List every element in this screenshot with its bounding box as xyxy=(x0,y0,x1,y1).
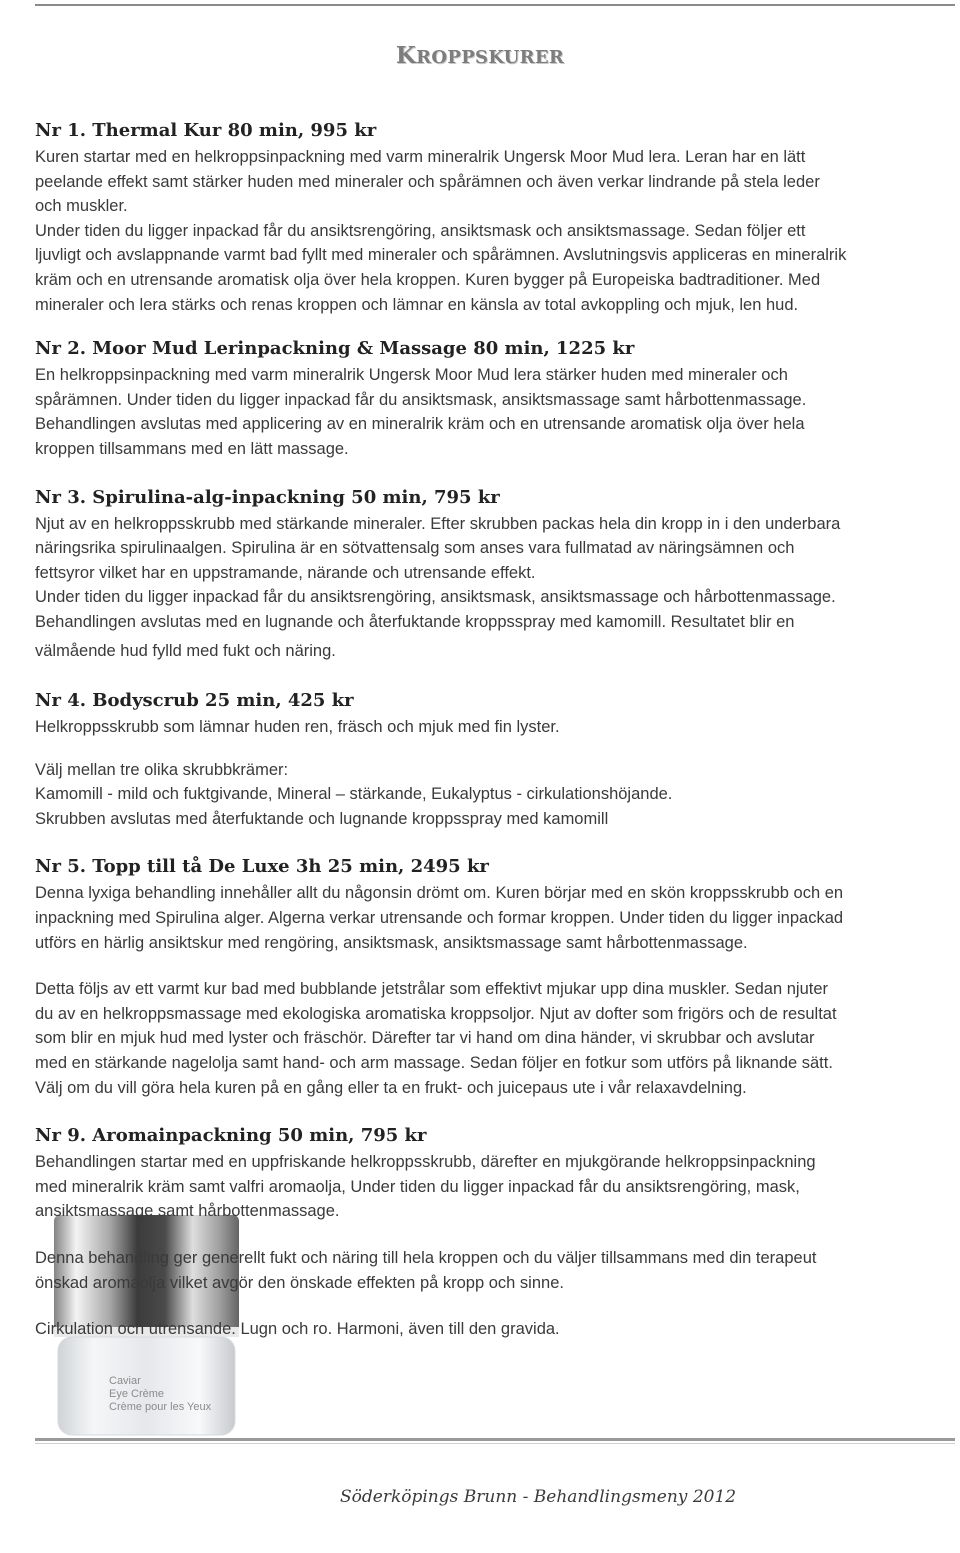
description-line: Kamomill - mild och fuktgivande, Mineral – stärkande, Eukalyptus - cirkulationshöjande. xyxy=(35,785,673,804)
description-line: Denna lyxiga behandling innehåller allt du någonsin drömt om. Kuren börjar med en skön kroppsskrubb och en xyxy=(35,884,844,903)
description-line: Behandlingen avslutas med applicering av en mineralrik kräm och en utrensande aromatisk olja över hela xyxy=(35,415,805,434)
treatment-section xyxy=(35,687,957,831)
description-line: Helkroppsskrubb som lämnar huden ren, fräsch och mjuk med fin lyster. xyxy=(35,718,560,737)
treatment-heading: Nr 9. Aromainpackning 50 min, 795 kr xyxy=(35,1125,427,1147)
description-line: med mineralrik kräm samt valfri aromaolja, Under tiden du ligger inpackad får du ansiktsrengöring, mask, xyxy=(35,1177,800,1196)
jar-label-line-1: Caviar xyxy=(109,1375,141,1387)
jar-label xyxy=(109,1375,211,1414)
description-line: Detta följs av ett varmt kur bad med bubblande jetstrålar som effektivt mjukar upp dina muskler. Sedan njuter xyxy=(35,980,829,999)
description-line: fettsyror vilket har en uppstramande, närande och utrensande effekt. xyxy=(35,563,536,582)
description-line: och muskler. xyxy=(35,197,128,216)
treatment-section xyxy=(35,853,957,1100)
jar-label-line-3: Crème pour les Yeux xyxy=(109,1401,212,1413)
treatment-section xyxy=(35,117,957,317)
description-line: mineraler och lera stärks och renas kroppen och lämnar en känsla av total avkoppling och mjuk, len hud. xyxy=(35,295,799,314)
title-initial: K xyxy=(395,42,417,69)
description-line: Välj mellan tre olika skrubbkrämer: xyxy=(35,760,289,779)
description-line: utförs en härlig ansiktskur med rengöring, ansiktsmask, ansiktsmassage samt hårbottenmassage. xyxy=(35,933,748,952)
description-line: Cirkulation och utrensande. Lugn och ro. Harmoni, även till den gravida. xyxy=(35,1320,560,1339)
title-rest: ROPPSKURER xyxy=(416,47,565,68)
description-line: ansiktsmassage samt hårbottenmassage. xyxy=(35,1202,340,1221)
description-line: Välj om du vill göra hela kuren på en gång eller ta en frukt- och juicepaus ute i vår relaxavdelning. xyxy=(35,1078,747,1097)
description-line: spårämnen. Under tiden du ligger inpackad får du ansiktsmask, ansiktsmassage samt hårbottenmassage. xyxy=(35,390,807,409)
description-line: peelande effekt samt stärker huden med mineraler och spårämnen och även verkar lindrande på stela leder xyxy=(35,172,820,191)
description-line: ljuvligt och avslappnande varmt bad fyllt med mineraler och spårämnen. Avslutningsvis appliceras en mineralrik xyxy=(35,246,847,265)
description-line: kräm och en utrensande aromatisk olja över hela kroppen. Kuren bygger på Europeiska badtraditioner. Med xyxy=(35,270,821,289)
treatment-section xyxy=(35,484,957,664)
description-line: Behandlingen avslutas med en lugnande och återfuktande kroppsspray med kamomill. Resultatet blir en xyxy=(35,612,795,631)
description-line: kroppen tillsammans med en lätt massage. xyxy=(35,439,349,458)
treatment-heading: Nr 4. Bodyscrub 25 min, 425 kr xyxy=(35,690,354,712)
description-line: med en stärkande nagelolja samt hand- och arm massage. Sedan följer en fotkur som utförs på liknande sätt. xyxy=(35,1054,833,1073)
description-line: som blir en mjuk hud med lyster och fräschör. Därefter tar vi hand om dina händer, vi skrubbar och avslutar xyxy=(35,1029,815,1048)
treatment-section xyxy=(35,335,957,461)
top-rule xyxy=(35,4,955,6)
treatment-section xyxy=(35,1122,957,1342)
treatment-list xyxy=(35,117,957,1342)
treatment-heading: Nr 2. Moor Mud Lerinpackning & Massage 80 min, 1225 kr xyxy=(35,338,635,360)
description-line: du av en helkroppsmassage med ekologiska aromatiska kroppsoljor. Njut av dofter som frigörs och de resultat xyxy=(35,1004,837,1023)
description-line: Kuren startar med en helkroppsinpackning med varm mineralrik Ungersk Moor Mud lera. Leran har en lätt xyxy=(35,148,806,166)
description-line: välmående hud fylld med fukt och näring. xyxy=(35,641,336,660)
description-line: Skrubben avslutas med återfuktande och lugnande kroppsspray med kamomill xyxy=(35,809,609,828)
description-line: näringsrika spirulinaalgen. Spirulina är en sötvattensalg som anses vara fullmatad av näringsämnen och xyxy=(35,539,795,558)
description-line: Under tiden du ligger inpackad får du ansiktsrengöring, ansiktsmask, ansiktsmassage och hårbottenmassage. xyxy=(35,588,836,607)
description-line: Under tiden du ligger inpackad får du ansiktsrengöring, ansiktsmask och ansiktsmassage. Sedan följer ett xyxy=(35,221,806,240)
description-line: Behandlingen startar med en uppfriskande helkroppsskrubb, därefter en mjukgörande helkroppsinpackning xyxy=(35,1153,816,1172)
description-line: önskad aromaolja vilket avgör den önskade effekten på kropp och sinne. xyxy=(35,1273,564,1292)
description-line: En helkroppsinpackning med varm mineralrik Ungersk Moor Mud lera stärker huden med mineraler och xyxy=(35,366,788,385)
jar-label-line-2: Eye Crème xyxy=(109,1388,165,1400)
treatment-heading: Nr 1. Thermal Kur 80 min, 995 kr xyxy=(35,120,377,141)
footer-text: Söderköpings Brunn - Behandlingsmeny 2012 xyxy=(340,1487,737,1507)
description-line: Denna behandling ger generellt fukt och näring till hela kroppen och du väljer tillsammans med din terapeut xyxy=(35,1249,817,1267)
description-line: inpackning med Spirulina alger. Algerna verkar utrensande och formar kroppen. Under tiden du ligger inpackad xyxy=(35,909,844,928)
treatment-heading: Nr 3. Spirulina-alg-inpackning 50 min, 795 kr xyxy=(35,486,500,508)
description-line: Njut av en helkroppsskrubb med stärkande mineraler. Efter skrubben packas hela din kropp in i den underbara xyxy=(35,514,841,533)
page-title xyxy=(0,42,960,69)
treatment-heading: Nr 5. Topp till tå De Luxe 3h 25 min, 2495 kr xyxy=(35,856,489,878)
